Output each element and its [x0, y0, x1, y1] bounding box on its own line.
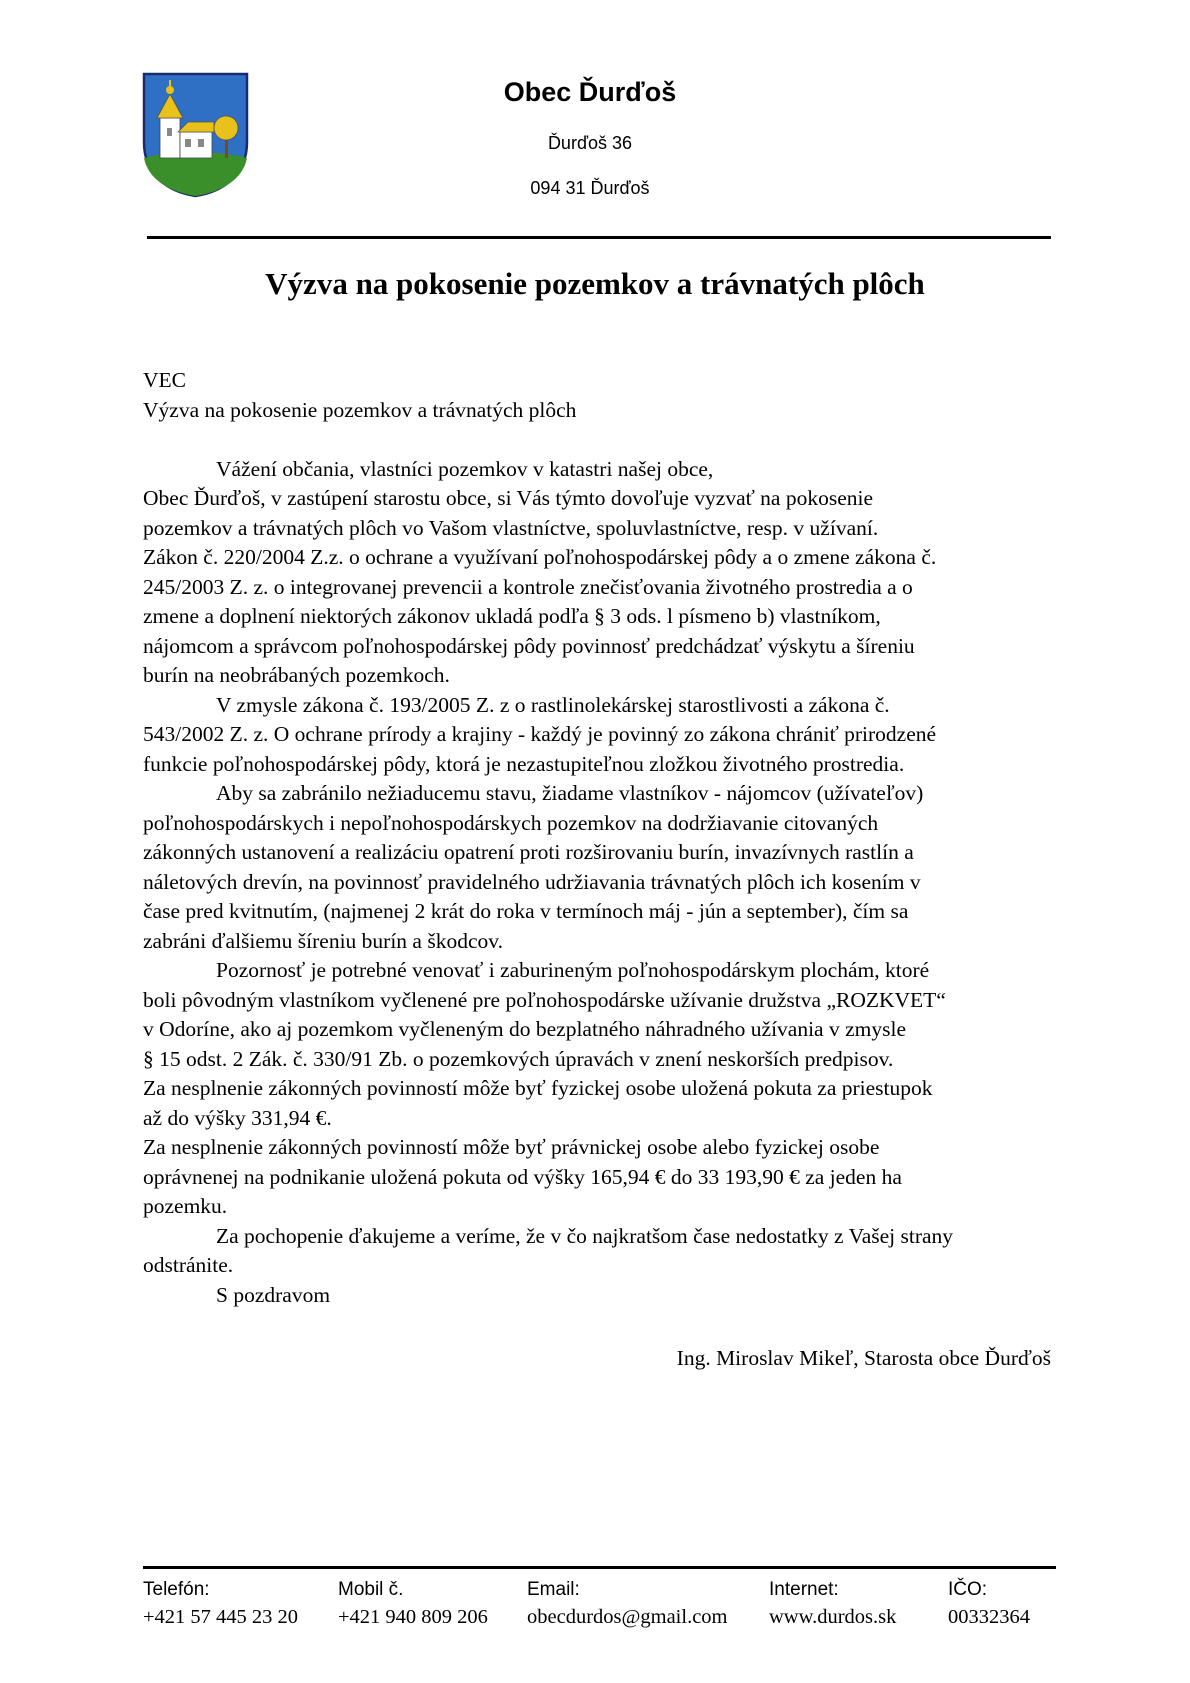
address-street: Ďurďoš 36 [547, 133, 633, 153]
body-line: Vážení občania, vlastníci pozemkov v katastri našej obce, [216, 456, 714, 481]
body-line: Zákon č. 220/2004 Z.z. o ochrane a využívaní poľnohospodárskej pôdy a o zmene zákona č. [143, 545, 937, 569]
email-label: Email: [527, 1579, 580, 1600]
body-line: v Odoríne, ako aj pozemkom vyčleneným do bezplatného náhradného užívania v zmysle [143, 1017, 906, 1041]
body-line: VEC [143, 368, 186, 392]
footer-phone [143, 1576, 298, 1631]
mobile-label: Mobil č. [338, 1579, 404, 1600]
body-line: poľnohospodárskych i nepoľnohospodárskych pozemkov na dodržiavanie citovaných [143, 810, 879, 835]
footer-internet [769, 1576, 896, 1631]
body-line: Aby sa zabránilo nežiaducemu stavu, žiadame vlastníkov - nájomcov (užívateľov) [216, 781, 924, 805]
body-line: burín na neobrábaných pozemkoch. [143, 663, 450, 687]
body-line: 543/2002 Z. z. O ochrane prírody a krajiny - každý je povinný zo zákona chrániť prirodzené [143, 722, 937, 746]
body-line: čase pred kvitnutím, (najmenej 2 krát do roka v termínoch máj - jún a september), čím sa [143, 899, 909, 923]
body-line: zákonných ustanovení a realizáciu opatrení proti rozširovaniu burín, invazívnych rastlín a [143, 840, 914, 864]
body-line: funkcie poľnohospodárskej pôdy, ktorá je nezastupiteľnou zložkou životného prostredia. [143, 751, 905, 776]
phone-value: +421 57 445 23 20 [143, 1606, 299, 1628]
body-line: Za pochopenie ďakujeme a veríme, že v čo najkratšom čase nedostatky z Vašej strany [216, 1223, 954, 1248]
signature: Ing. Miroslav Mikeľ, Starosta obce Ďurďoš [676, 1346, 1051, 1370]
body-line: oprávnenej na podnikanie uložená pokuta od výšky 165,94 € do 33 193,90 € za jeden ha [143, 1164, 902, 1189]
internet-value[interactable]: www.durdos.sk [769, 1606, 897, 1628]
phone-label: Telefón: [143, 1579, 210, 1600]
body-line: odstránite. [143, 1253, 234, 1277]
footer-mobile [338, 1576, 488, 1631]
body-line: pozemkov a trávnatých plôch vo Vašom vlastníctve, spoluvlastníctve, resp. v užívaní. [143, 515, 879, 540]
body-line: až do výšky 331,94 €. [143, 1105, 332, 1130]
address-postal: 094 31 Ďurďoš [530, 178, 650, 198]
body-line [143, 425, 1063, 455]
footer-divider [143, 1566, 1056, 1569]
organization-name: Obec Ďurďoš [503, 77, 677, 107]
body-line: § 15 odst. 2 Zák. č. 330/91 Zb. o pozemkových úpravách v znení neskorších predpisov. [143, 1046, 894, 1071]
village-coat-of-arms-icon [142, 72, 249, 198]
body-line: 245/2003 Z. z. o integrovanej prevencii a kontrole znečisťovania životného prostredia a o [143, 574, 913, 599]
body-line: nájomcom a správcom poľnohospodárskej pôdy povinnosť predchádzať výskytu a šíreniu [143, 633, 915, 658]
footer-ico [948, 1576, 1030, 1631]
body-line: zabráni ďalšiemu šíreniu burín a škodcov. [143, 928, 503, 953]
body-line: zmene a doplnení niektorých zákonov ukladá podľa § 3 ods. l písmeno b) vlastníkom, [143, 604, 881, 628]
mobile-value: +421 940 809 206 [338, 1606, 488, 1628]
body-line: Za nesplnenie zákonných povinností môže byť fyzickej osobe uložená pokuta za priestupok [143, 1076, 933, 1100]
document-title: Výzva na pokosenie pozemkov a trávnatých plôch [265, 266, 925, 301]
body-line: pozemku. [143, 1194, 228, 1218]
body-line: Pozornosť je potrebné venovať i zaburineným poľnohospodárskym plochám, ktoré [216, 958, 930, 982]
internet-label: Internet: [769, 1579, 839, 1600]
body-line: boli pôvodným vlastníkom vyčlenené pre poľnohospodárske užívanie družstva „ROZKVET“ [143, 987, 946, 1012]
ico-label: IČO: [948, 1579, 988, 1600]
email-value[interactable]: obecdurdos@gmail.com [527, 1606, 728, 1628]
body-line: V zmysle zákona č. 193/2005 Z. z o rastlinolekárskej starostlivosti a zákona č. [216, 692, 890, 717]
body-line: S pozdravom [216, 1282, 331, 1307]
body-line: Za nesplnenie zákonných povinností môže byť právnickej osobe alebo fyzickej osobe [143, 1135, 880, 1159]
footer-email [527, 1576, 728, 1631]
body-line: Obec Ďurďoš, v zastúpení starostu obce, si Vás týmto dovoľuje vyzvať na pokosenie [143, 486, 874, 510]
body-line: náletových drevín, na povinnosť pravidelného udržiavania trávnatých plôch ich kosením v [143, 869, 921, 894]
document-body [143, 366, 1063, 1310]
body-line: Výzva na pokosenie pozemkov a trávnatých plôch [143, 397, 577, 422]
ico-value: 00332364 [948, 1606, 1030, 1628]
header-divider [147, 236, 1051, 239]
